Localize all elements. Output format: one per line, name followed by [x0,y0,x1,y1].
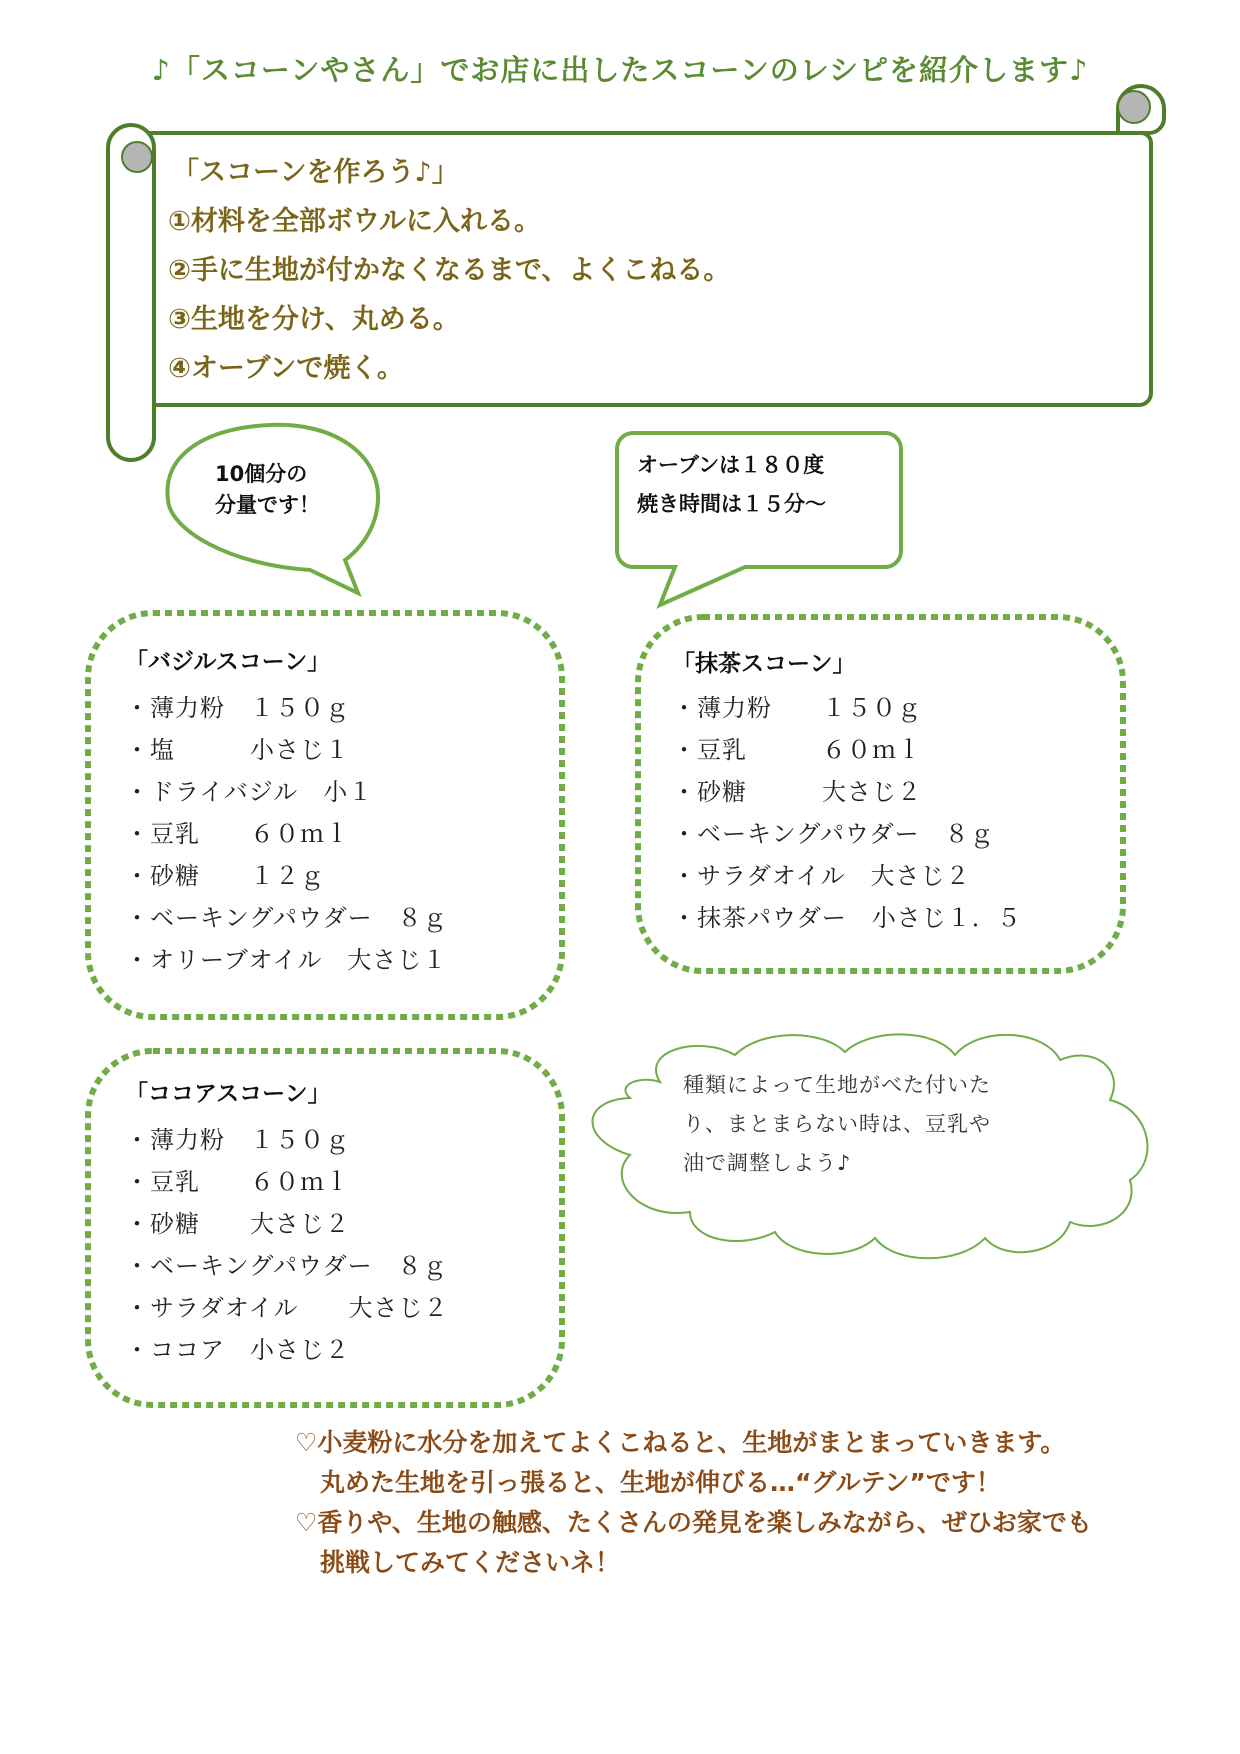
quantity-bubble-line-1: 10個分の [215,462,308,486]
cocoa-ingredient: ・サラダオイル 大さじ２ [125,1294,449,1322]
basil-ingredient: ・ベーキングパウダー ８ｇ [125,904,448,932]
cloud-tip-line-3: 油で調整しよう♪ [683,1151,852,1175]
scroll-curl-right [1118,91,1150,123]
basil-ingredient: ・砂糖 １２ｇ [125,862,325,890]
steps-heading: 「スコーンを作ろう♪」 [172,157,459,188]
basil-ingredient: ・オリーブオイル 大さじ１ [125,946,448,974]
matcha-ingredient: ・砂糖 大さじ２ [672,778,922,806]
cocoa-recipe-title: 「ココアスコーン」 [125,1081,331,1107]
cloud-tip-line-1: 種類によって生地がべた付いた [683,1073,991,1097]
cloud-tip-line-2: り、まとまらない時は、豆乳や [683,1112,991,1136]
basil-ingredient: ・ドライバジル 小１ [125,778,374,806]
note-line-2: 丸めた生地を引っ張ると、生地が伸びる…“グルテン”です！ [295,1468,1001,1497]
oven-bubble-line-2: 焼き時間は１５分～ [637,492,826,516]
matcha-ingredient: ・抹茶パウダー 小さじ１．５ [672,904,1022,932]
step-3: ③生地を分け、丸める。 [168,304,460,335]
matcha-ingredient: ・ベーキングパウダー ８ｇ [672,820,995,848]
matcha-ingredient: ・薄力粉 １５０ｇ [672,694,922,722]
cocoa-ingredient: ・ベーキングパウダー ８ｇ [125,1252,448,1280]
scroll-curl-left [122,142,152,172]
basil-ingredient: ・豆乳 ６０ｍｌ [125,820,350,848]
step-2: ②手に生地が付かなくなるまで、よくこねる。 [168,255,731,286]
step-4: ④オーブンで焼く。 [168,353,404,384]
note-line-1: ♡小麦粉に水分を加えてよくこねると、生地がまとまっていきます。 [295,1428,1066,1457]
oven-bubble-line-1: オーブンは１８０度 [637,453,825,477]
page-title: ♪「スコーンやさん」でお店に出したスコーンのレシピを紹介します♪ [151,53,1089,87]
note-line-4: 挑戦してみてくださいネ！ [295,1548,621,1577]
step-1: ①材料を全部ボウルに入れる。 [168,206,542,237]
cocoa-ingredient: ・砂糖 大さじ２ [125,1210,350,1238]
cocoa-ingredient: ・ココア 小さじ２ [125,1336,350,1364]
basil-ingredient: ・薄力粉 １５０ｇ [125,694,350,722]
cocoa-ingredient: ・薄力粉 １５０ｇ [125,1126,350,1154]
matcha-ingredient: ・豆乳 ６０ｍｌ [672,736,922,764]
quantity-bubble-line-2: 分量です！ [215,493,320,517]
matcha-ingredient: ・サラダオイル 大さじ２ [672,862,971,890]
basil-recipe [125,643,330,676]
basil-recipe-title: 「バジルスコーン」 [125,649,331,675]
note-line-3: ♡香りや、生地の触感、たくさんの発見を楽しみながら、ぜひお家でも [295,1508,1092,1537]
cocoa-ingredient: ・豆乳 ６０ｍｌ [125,1168,350,1196]
matcha-recipe-title: 「抹茶スコーン」 [672,651,856,677]
basil-ingredient: ・塩 小さじ１ [125,736,350,764]
